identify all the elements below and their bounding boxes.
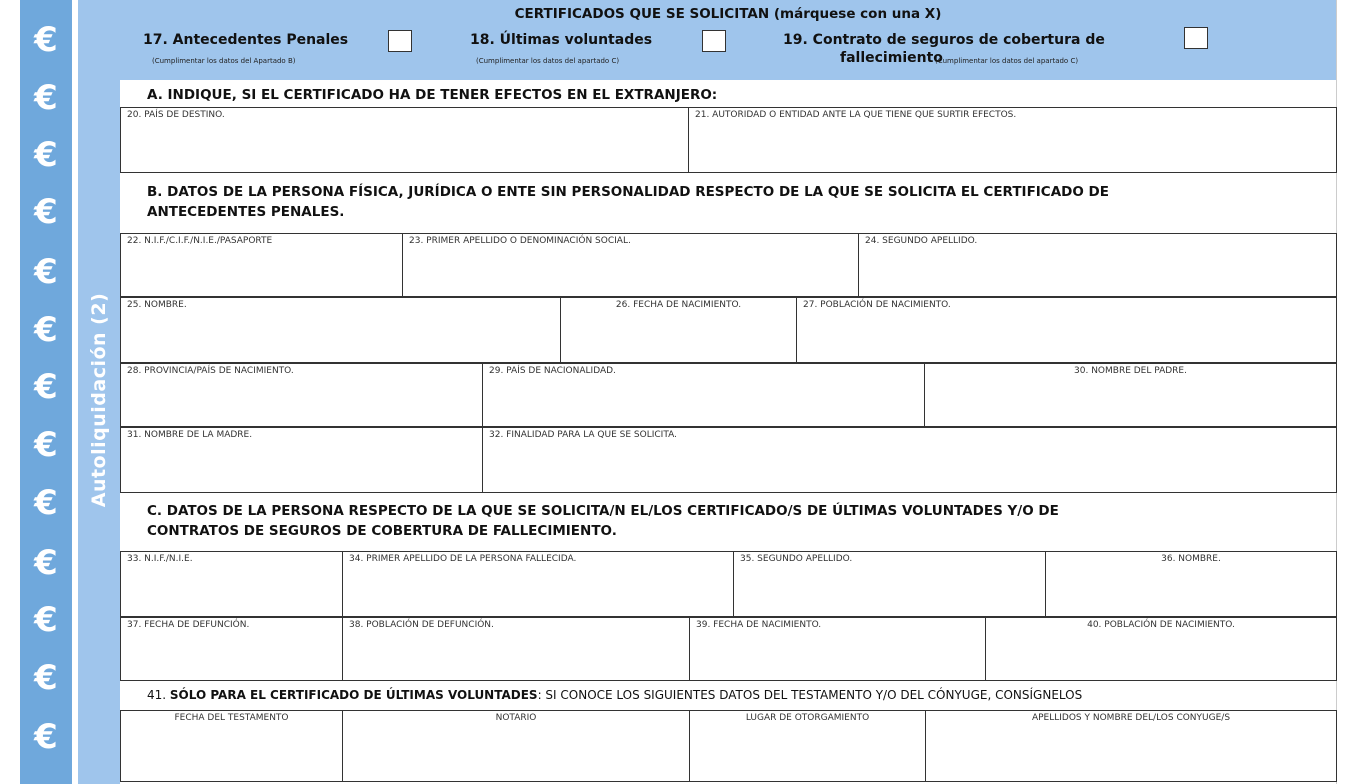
field-36-nombre[interactable]: 36. NOMBRE. [1046, 552, 1337, 617]
section-c-heading-line2: CONTRATOS DE SEGUROS DE COBERTURA DE FALLECIMIENTO. [147, 523, 617, 539]
will-place-field[interactable]: LUGAR DE OTORGAMIENTO [690, 711, 926, 782]
euro-icon: € [34, 367, 58, 407]
cert-17-note: (Cumplimentar los datos del Apartado B) [152, 57, 296, 65]
field-40-poblacion-nacimiento[interactable]: 40. POBLACIÓN DE NACIMIENTO. [986, 618, 1337, 681]
field-29-pais-nacionalidad[interactable]: 29. PAÍS DE NACIONALIDAD. [483, 364, 925, 427]
certificates-title: CERTIFICADOS QUE SE SOLICITAN (márquese con una X) [514, 6, 942, 22]
field-35-segundo-apellido[interactable]: 35. SEGUNDO APELLIDO. [734, 552, 1046, 617]
euro-icon: € [34, 192, 58, 232]
will-date-field[interactable]: FECHA DEL TESTAMENTO [121, 711, 343, 782]
field-30-nombre-padre[interactable]: 30. NOMBRE DEL PADRE. [925, 364, 1337, 427]
will-data-table [120, 710, 1337, 782]
cert-18-checkbox[interactable] [702, 30, 726, 52]
field-37-fecha-defuncion[interactable]: 37. FECHA DE DEFUNCIÓN. [121, 618, 343, 681]
euro-icon: € [34, 600, 58, 640]
euro-icon: € [34, 310, 58, 350]
field-41-label [147, 688, 1082, 702]
field-25-nombre[interactable]: 25. NOMBRE. [121, 298, 561, 363]
euro-icon: € [34, 425, 58, 465]
field-31-nombre-madre[interactable]: 31. NOMBRE DE LA MADRE. [121, 428, 483, 493]
section-b-row2 [120, 297, 1337, 363]
field-27-poblacion-nacimiento[interactable]: 27. POBLACIÓN DE NACIMIENTO. [797, 298, 1337, 363]
field-32-finalidad[interactable]: 32. FINALIDAD PARA LA QUE SE SOLICITA. [483, 428, 1337, 493]
field-20-pais-destino[interactable]: 20. PAÍS DE DESTINO. [121, 108, 689, 173]
field-26-fecha-nacimiento[interactable]: 26. FECHA DE NACIMIENTO. [561, 298, 797, 363]
section-b-row3 [120, 363, 1337, 427]
section-c-row2 [120, 617, 1337, 681]
section-b-heading-line1: B. DATOS DE LA PERSONA FÍSICA, JURÍDICA O ENTE SIN PERSONALIDAD RESPECTO DE LA QUE SE SOLICITA EL CERTIFICADO DE [147, 184, 1109, 200]
euro-icon: € [34, 717, 58, 757]
euro-icon: € [34, 658, 58, 698]
field-41-bold: SÓLO PARA EL CERTIFICADO DE ÚLTIMAS VOLUNTADES [169, 688, 538, 702]
field-41-rest: : SI CONOCE LOS SIGUIENTES DATOS DEL TESTAMENTO Y/O DEL CÓNYUGE, CONSÍGNELOS [537, 688, 1083, 702]
field-23-primer-apellido[interactable]: 23. PRIMER APELLIDO O DENOMINACIÓN SOCIAL. [403, 234, 859, 297]
cert-19-checkbox[interactable] [1184, 27, 1208, 49]
cert-19-label-line1: 19. Contrato de seguros de cobertura de [783, 32, 1105, 48]
will-spouse-field[interactable]: APELLIDOS Y NOMBRE DEL/LOS CONYUGE/S [926, 711, 1337, 782]
field-28-provincia-pais[interactable]: 28. PROVINCIA/PAÍS DE NACIMIENTO. [121, 364, 483, 427]
euro-icon: € [34, 543, 58, 583]
field-22-nif[interactable]: 22. N.I.F./C.I.F./N.I.E./PASAPORTE [121, 234, 403, 297]
cert-17-checkbox[interactable] [388, 30, 412, 52]
euro-icon: € [34, 78, 58, 118]
field-34-primer-apellido-fallecida[interactable]: 34. PRIMER APELLIDO DE LA PERSONA FALLECIDA. [343, 552, 734, 617]
will-notary-field[interactable]: NOTARIO [343, 711, 690, 782]
section-b-row4 [120, 427, 1337, 493]
cert-18-label: 18. Últimas voluntades [470, 32, 653, 48]
field-39-fecha-nacimiento[interactable]: 39. FECHA DE NACIMIENTO. [690, 618, 986, 681]
field-21-autoridad[interactable]: 21. AUTORIDAD O ENTIDAD ANTE LA QUE TIENE QUE SURTIR EFECTOS. [689, 108, 1337, 173]
euro-icon: € [34, 135, 58, 175]
cert-18-note: (Cumplimentar los datos del apartado C) [476, 57, 620, 65]
section-c-row1 [120, 551, 1337, 617]
field-38-poblacion-defuncion[interactable]: 38. POBLACIÓN DE DEFUNCIÓN. [343, 618, 690, 681]
cert-19-label-line2: fallecimiento [840, 50, 943, 66]
euro-icon: € [34, 252, 58, 292]
field-41-prefix: 41. [147, 688, 170, 702]
section-a-heading: A. INDIQUE, SI EL CERTIFICADO HA DE TENER EFECTOS EN EL EXTRANJERO: [147, 87, 718, 103]
field-33-nif-nie[interactable]: 33. N.I.F./N.I.E. [121, 552, 343, 617]
cert-17-label: 17. Antecedentes Penales [143, 32, 349, 48]
cert-19-note: (Cumplimentar los datos del apartado C) [935, 57, 1079, 65]
euro-icon: € [34, 20, 58, 60]
field-24-segundo-apellido[interactable]: 24. SEGUNDO APELLIDO. [859, 234, 1337, 297]
section-b-row1 [120, 233, 1337, 297]
autoliquidacion-label: Autoliquidación (2) [88, 292, 110, 508]
euro-icon: € [34, 483, 58, 523]
section-c-heading-line1: C. DATOS DE LA PERSONA RESPECTO DE LA QUE SE SOLICITA/N EL/LOS CERTIFICADO/S DE ÚLTIMAS VOLUNTADES Y/O DE [147, 503, 1059, 519]
euro-sidebar [20, 0, 72, 784]
section-b-heading-line2: ANTECEDENTES PENALES. [147, 204, 345, 220]
section-a-table [120, 107, 1337, 173]
